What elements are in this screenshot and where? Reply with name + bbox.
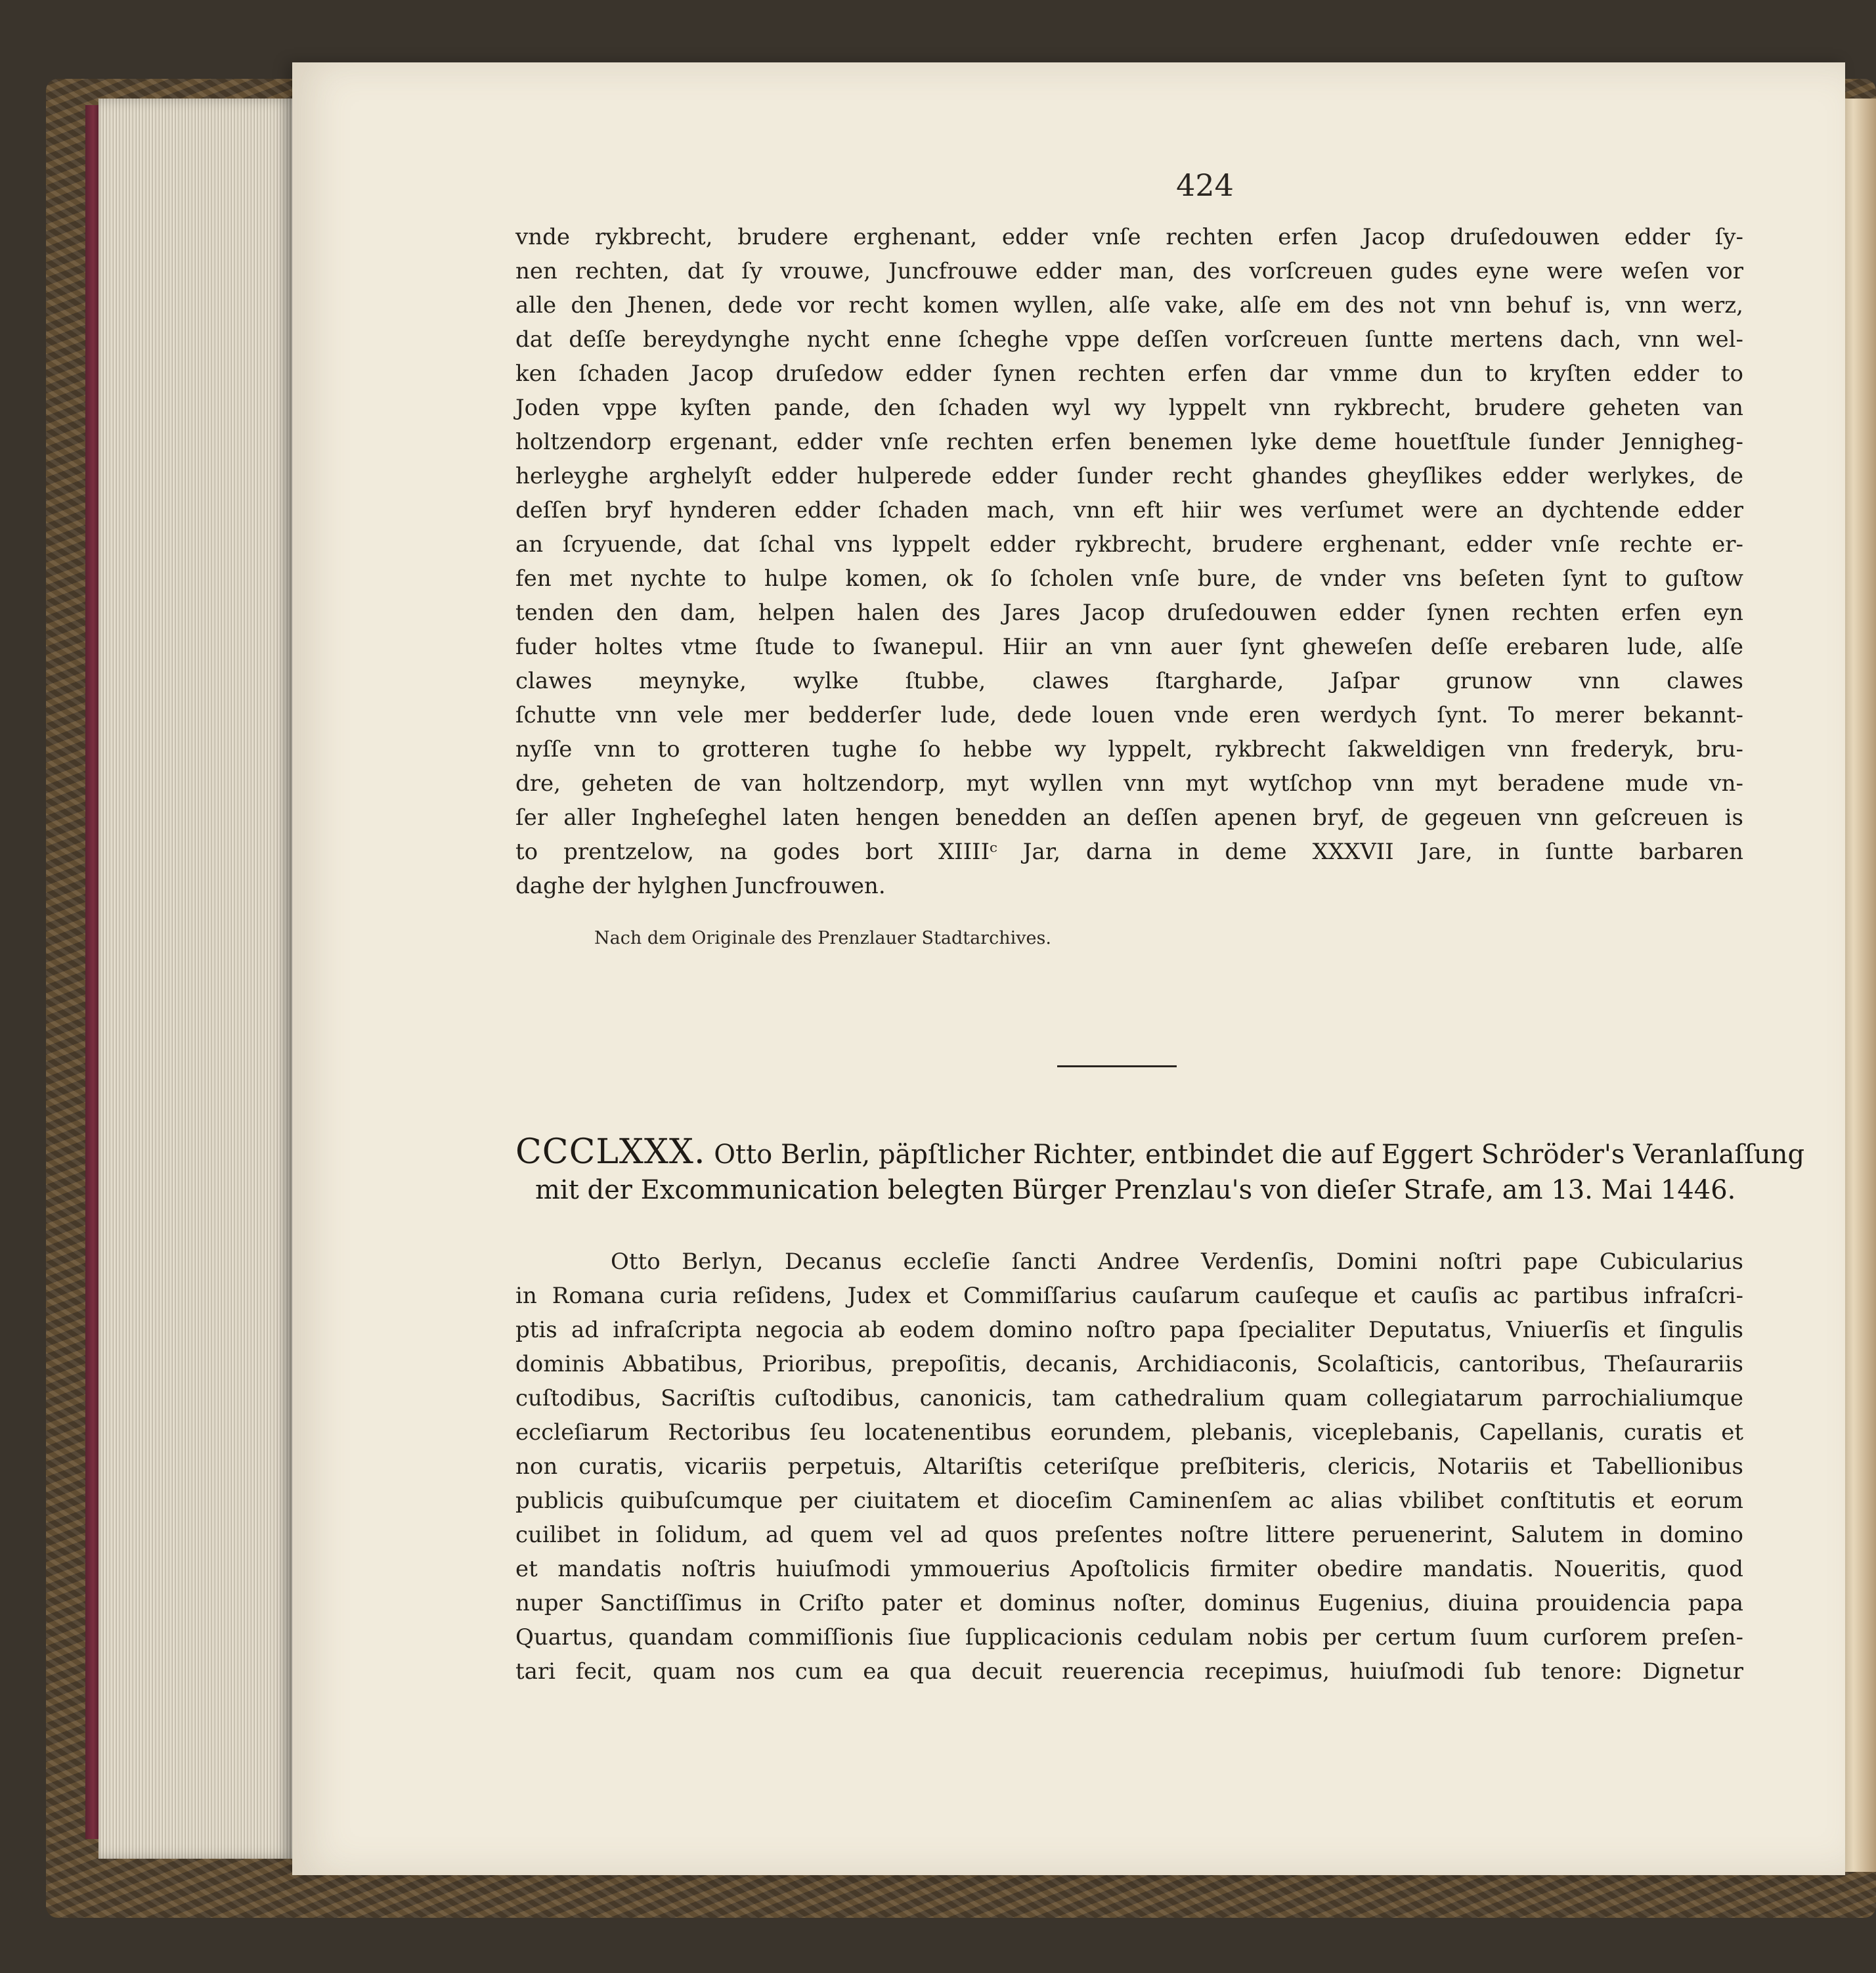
text-line: non curatis, vicariis perpetuis, Altariſtis ceteriſque preſbiteris, clericis, Notariis et Tabellionibus <box>515 1453 1743 1480</box>
text-line: ſchutte vnn vele mer bedderſer lude, dede louen vnde eren werdych ſynt. To merer bekannt- <box>515 702 1743 728</box>
text-line: dre, geheten de van holtzendorp, myt wyllen vnn myt wytſchop vnn myt beradene mude vn- <box>515 770 1743 797</box>
text-line: herleyghe arghelyſt edder hulperede edder ſunder recht ghandes gheyſlikes edder werlykes, de <box>515 463 1743 489</box>
text-line: dominis Abbatibus, Prioribus, prepoſitis, decanis, Archidiaconis, Scolaſticis, cantoribus, Theſaurariis <box>515 1351 1743 1377</box>
text-line: et mandatis noſtris huiuſmodi ymmouerius Apoſtolicis firmiter obedire mandatis. Noueritis, quod <box>515 1556 1743 1582</box>
text-line: ſer aller Ingheſeghel laten hengen benedden an deſſen apenen bryf, de gegeuen vnn geſcreuen is <box>515 805 1743 831</box>
top-paragraph <box>515 220 1743 903</box>
text-line: in Romana curia reſidens, Judex et Commiſſarius cauſarum cauſeque et cauſis ac partibus infraſcri- <box>515 1283 1743 1309</box>
text-line: deſſen bryf hynderen edder ſchaden mach, vnn eft hiir wes verſumet were an dychtende edder <box>515 497 1743 523</box>
section-divider <box>1057 1065 1177 1067</box>
text-line: clawes meynyke, wylke ſtubbe, clawes ſtarghardе, Jaſpar grunow vnn clawes <box>515 668 1743 694</box>
text-line: publicis quibuſcumque per ciuitatem et dioceſim Caminenſem ac alias vbilibet conſtitutis et eorum <box>515 1488 1743 1514</box>
text-line: Quartus, quandam commiſſionis ſiue ſupplicacionis cedulam nobis per certum ſuum curſorem preſen- <box>515 1624 1743 1651</box>
text-line: holtzendorp ergenant, edder vnſe rechten erfen benemen lyke deme houetſtule ſunder Jennigheg- <box>515 429 1743 455</box>
source-note: Nach dem Originale des Prenzlauer Stadtarchives. <box>594 928 1051 948</box>
page-number: 424 <box>1176 167 1234 203</box>
text-line: dat deſſe bereydynghe nycht enne ſcheghe vppe deſſen vorſcreuen ſuntte mertens dach, vnn wel- <box>515 326 1743 353</box>
heading-line-1 <box>515 1132 1805 1172</box>
text-line: cuilibet in ſolidum, ad quem vel ad quos preſentes noſtre littere peruenerint, Salutem in domino <box>515 1522 1743 1548</box>
heading-text-1: Otto Berlin, päpſtlicher Richter, entbindet die auf Eggert Schröder's Veranlaſſung <box>714 1140 1805 1170</box>
text-line: tenden den dam, helpen halen des Jares Jacop druſedouwen edder ſynen rechten erfen eyn <box>515 600 1743 626</box>
document-number: CCCLXXX. <box>515 1132 706 1172</box>
text-line: vnde rykbrecht, brudere erghenant, edder vnſe rechten erfen Jacop druſedouwen edder ſy- <box>515 224 1743 250</box>
heading-line-2: mit der Excommunication belegten Bürger Prenzlau's von dieſer Strafe, am 13. Mai 1446. <box>535 1175 1736 1205</box>
text-line: Joden vppe kyſten pande, den ſchaden wyl wy lyppelt vnn rykbrecht, brudere geheten van <box>515 395 1743 421</box>
document-heading <box>515 1132 1805 1209</box>
text-line: daghe der hylghen Juncfrouwen. <box>515 873 886 899</box>
text-line: nen rechten, dat ſy vrouwe, Juncfrouwe edder man, des vorſcreuen gudes eyne were weſen vor <box>515 258 1743 284</box>
text-line: nyſſe vnn to grotteren tughe ſo hebbe wy lyppelt, rykbrecht ſakweldigen vnn frederyk, bru- <box>515 736 1743 763</box>
bottom-paragraph <box>515 1245 1743 1689</box>
text-line: ken ſchaden Jacop druſedow edder ſynen rechten erfen dar vmme dun to kryſten edder to <box>515 361 1743 387</box>
text-line: Otto Berlyn, Decanus eccleſie ſancti Andree Verdenſis, Domini noſtri pape Cubicularius <box>611 1249 1743 1275</box>
page-edges-left <box>98 99 295 1859</box>
text-line: an ſcryuende, dat ſchal vns lyppelt edder rykbrecht, brudere erghenant, edder vnſe rechte er- <box>515 531 1743 558</box>
book-page <box>292 62 1845 1875</box>
text-line: cuſtodibus, Sacriſtis cuſtodibus, canonicis, tam cathedralium quam collegiatarum parrochialiumque <box>515 1385 1743 1411</box>
text-line: to prentzelow, na godes bort XIIIIᶜ Jar, darna in deme XXXVII Jare, in ſuntte barbaren <box>515 839 1743 865</box>
text-line: alle den Jhenen, dede vor recht komen wyllen, alſe vake, alſe em des not vnn behuf is, vnn werz, <box>515 292 1743 319</box>
text-line: fuder holtes vtme ſtude to ſwanepul. Hiir an vnn auer ſynt gheweſen deſſe erebaren lude, alſe <box>515 634 1743 660</box>
text-line: eccleſiarum Rectoribus ſeu locatenentibus eorundem, plebanis, viceplebanis, Capellanis, curatis et <box>515 1419 1743 1446</box>
text-line: ptis ad infraſcripta negocia ab eodem domino noſtro papa ſpecialiter Deputatus, Vniuerſis et ſingulis <box>515 1317 1743 1343</box>
text-line: tari fecit, quam nos cum ea qua decuit reuerencia recepimus, huiuſmodi ſub tenore: Dignetur <box>515 1658 1743 1685</box>
text-line: fen met nychte to hulpe komen, ok ſo ſcholen vnſe bure, de vnder vns beſeten ſynt to guſtow <box>515 565 1743 592</box>
text-line: nuper Sanctiſſimus in Criſto pater et dominus noſter, dominus Eugenius, diuina prouidencia papa <box>515 1590 1743 1616</box>
